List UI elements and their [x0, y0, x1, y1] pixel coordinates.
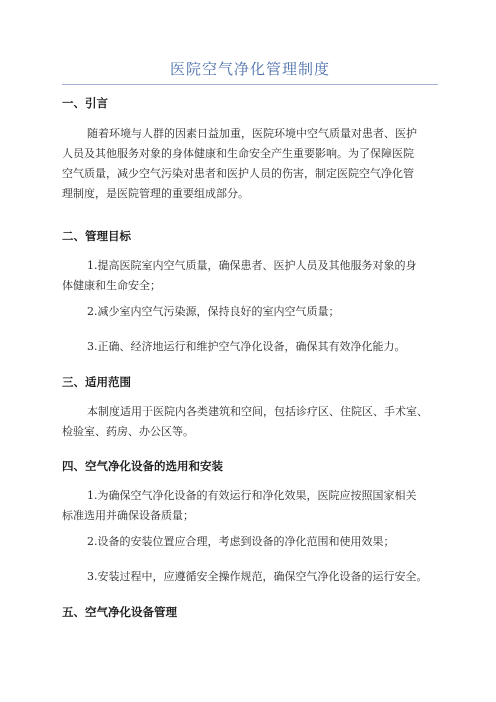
section-paragraph	[62, 486, 442, 526]
section-paragraph	[62, 124, 442, 204]
paragraph-line: 体健康和生命安全；	[62, 279, 161, 292]
section-paragraph	[62, 567, 442, 587]
section-paragraph	[62, 337, 442, 357]
paragraph-line: 1.为确保空气净化设备的有效运行和净化效果，医院应按照国家相关	[87, 489, 417, 502]
section-heading-introduction: 一、引言	[62, 96, 108, 110]
section-paragraph	[62, 402, 442, 442]
section-heading-scope: 三、适用范围	[62, 375, 131, 389]
paragraph-line: 空气质量，减少空气污染对患者和医护人员的伤害，制定医院空气净化管	[62, 167, 414, 180]
paragraph-line: 3.正确、经济地运行和维护空气净化设备，确保其有效净化能力。	[87, 340, 406, 353]
section-paragraph	[62, 302, 442, 322]
paragraph-line: 本制度适用于医院内各类建筑和空间，包括诊疗区、住院区、手术室、	[87, 405, 428, 418]
section-heading-equipment-selection: 四、空气净化设备的选用和安装	[62, 459, 223, 473]
section-paragraph	[62, 256, 442, 296]
section-heading-equipment-management: 五、空气净化设备管理	[62, 605, 177, 619]
document-title: 医院空气净化管理制度	[169, 60, 330, 78]
paragraph-line: 检验室、药房、办公区等。	[62, 425, 194, 438]
paragraph-line: 随着环境与人群的因素日益加重，医院环境中空气质量对患者、医护	[87, 127, 417, 140]
paragraph-line: 2.设备的安装位置应合理，考虑到设备的净化范围和使用效果；	[87, 535, 395, 548]
section-heading-management-goals: 二、管理目标	[62, 229, 131, 243]
paragraph-line: 标准选用并确保设备质量；	[62, 509, 194, 522]
paragraph-line: 2.减少室内空气污染源，保持良好的室内空气质量；	[87, 305, 340, 318]
title-divider	[62, 84, 438, 85]
paragraph-line: 人员及其他服务对象的身体健康和生命安全产生重要影响。为了保障医院	[62, 147, 414, 160]
paragraph-line: 3.安装过程中，应遵循安全操作规范，确保空气净化设备的运行安全。	[87, 570, 428, 583]
paragraph-line: 1.提高医院室内空气质量，确保患者、医护人员及其他服务对象的身	[87, 259, 417, 272]
paragraph-line: 理制度，是医院管理的重要组成部分。	[62, 187, 249, 200]
section-paragraph	[62, 532, 442, 552]
